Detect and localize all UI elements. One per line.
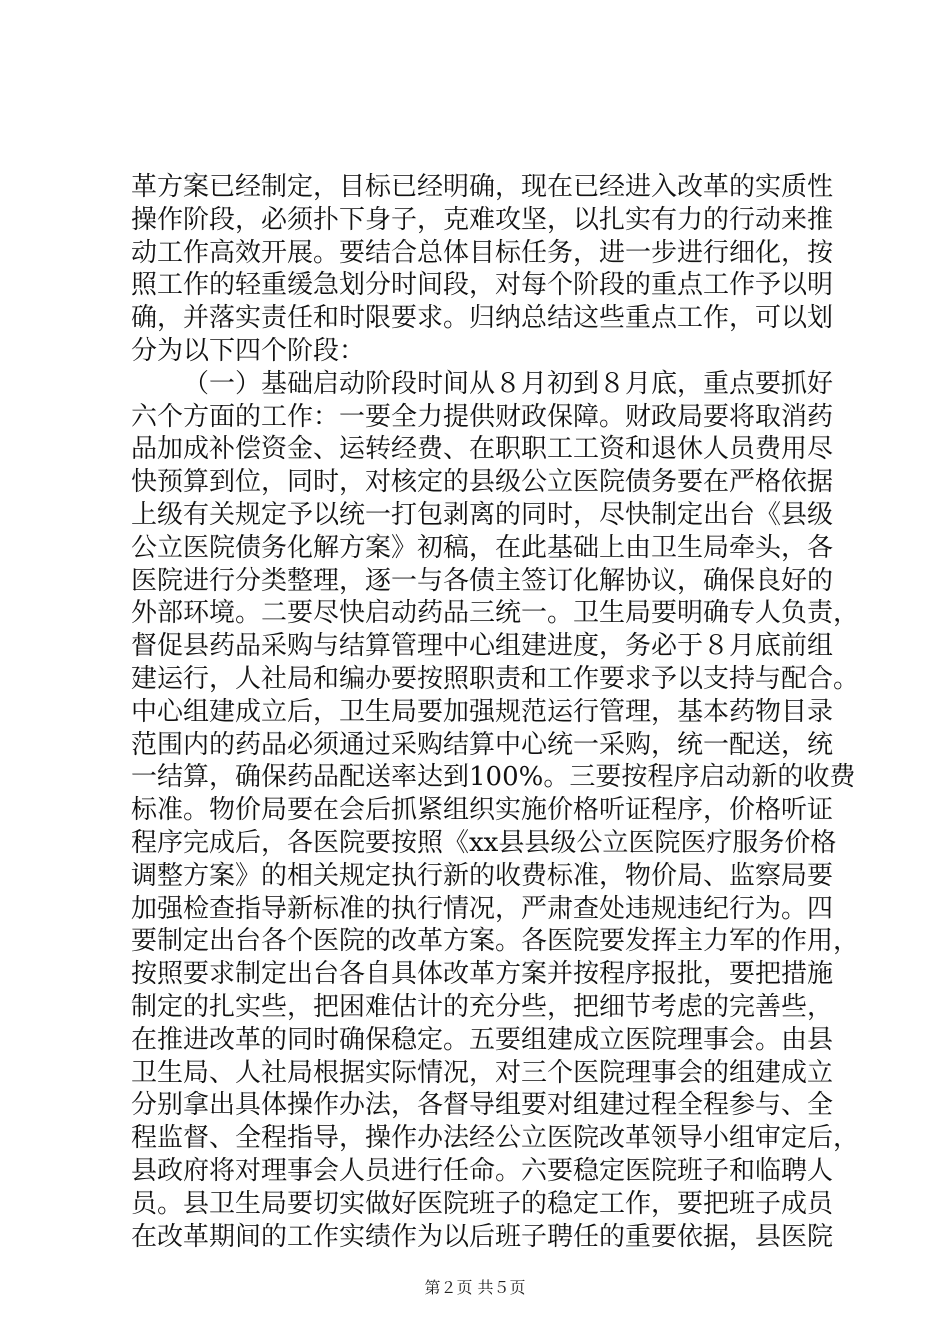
text-line: 县政府将对理事会人员进行任命。六要稳定医院班子和临聘人 xyxy=(131,1155,834,1186)
text-line: 快预算到位，同时，对核定的县级公立医院债务要在严格依据 xyxy=(131,467,834,498)
text-line: 在改革期间的工作实绩作为以后班子聘任的重要依据，县医院 xyxy=(131,1221,834,1252)
text-line: 确，并落实责任和时限要求。归纳总结这些重点工作，可以划 xyxy=(131,303,834,334)
page-number-footer: 第２页 共５页 xyxy=(424,1278,526,1297)
text-line: 中心组建成立后，卫生局要加强规范运行管理，基本药物目录 xyxy=(131,696,834,727)
text-line: 标准。物价局要在会后抓紧组织实施价格听证程序，价格听证 xyxy=(131,795,834,826)
text-line: 程序完成后，各医院要按照《xx县县级公立医院医疗服务价格 xyxy=(131,827,837,858)
text-line: 加强检查指导新标准的执行情况，严肃查处违规违纪行为。四 xyxy=(131,893,834,924)
text-line: 要制定出台各个医院的改革方案。各医院要发挥主力军的作用， xyxy=(131,926,860,957)
text-line: 六个方面的工作：一要全力提供财政保障。财政局要将取消药 xyxy=(131,401,834,432)
text-line: 程监督、全程指导，操作办法经公立医院改革领导小组审定后， xyxy=(131,1123,860,1154)
text-line: 革方案已经制定，目标已经明确，现在已经进入改革的实质性 xyxy=(131,172,834,202)
text-line: 督促县药品采购与结算管理中心组建进度，务必于８月底前组 xyxy=(131,631,834,662)
document-body xyxy=(131,171,860,1253)
text-line: 操作阶段，必须扑下身子，克难攻坚，以扎实有力的行动来推 xyxy=(131,204,834,235)
text-line: 动工作高效开展。要结合总体目标任务，进一步进行细化，按 xyxy=(131,237,834,268)
text-line: 上级有关规定予以统一打包剥离的同时，尽快制定出台《县级 xyxy=(131,499,834,530)
text-line: 一结算，确保药品配送率达到100%。三要按程序启动新的收费 xyxy=(131,762,856,793)
text-line: 医院进行分类整理，逐一与各债主签订化解协议，确保良好的 xyxy=(131,565,834,596)
text-line: 范围内的药品必须通过采购结算中心统一采购，统一配送，统 xyxy=(131,729,834,760)
text-line: 公立医院债务化解方案》初稿，在此基础上由卫生局牵头，各 xyxy=(131,532,834,563)
text-line: 调整方案》的相关规定执行新的收费标准，物价局、监察局要 xyxy=(131,860,834,891)
text-line: 在推进改革的同时确保稳定。五要组建成立医院理事会。由县 xyxy=(131,1024,834,1055)
text-line: 建运行，人社局和编办要按照职责和工作要求予以支持与配合。 xyxy=(131,663,860,694)
text-line: 分别拿出具体操作办法，各督导组要对组建过程全程参与、全 xyxy=(131,1090,834,1121)
text-line: 分为以下四个阶段： xyxy=(131,335,366,366)
text-line: 卫生局、人社局根据实际情况，对三个医院理事会的组建成立 xyxy=(131,1057,834,1088)
text-line: 照工作的轻重缓急划分时间段，对每个阶段的重点工作予以明 xyxy=(131,270,834,301)
text-line: 制定的扎实些，把困难估计的充分些，把细节考虑的完善些， xyxy=(131,991,834,1022)
text-line: （一）基础启动阶段时间从８月初到８月底，重点要抓好 xyxy=(183,368,834,399)
text-line: 品加成补偿资金、运转经费、在职职工工资和退休人员费用尽 xyxy=(131,434,834,465)
text-line: 按照要求制定出台各自具体改革方案并按程序报批，要把措施 xyxy=(131,959,834,990)
text-line: 员。县卫生局要切实做好医院班子的稳定工作，要把班子成员 xyxy=(131,1188,834,1219)
text-line: 外部环境。二要尽快启动药品三统一。卫生局要明确专人负责， xyxy=(131,598,860,629)
